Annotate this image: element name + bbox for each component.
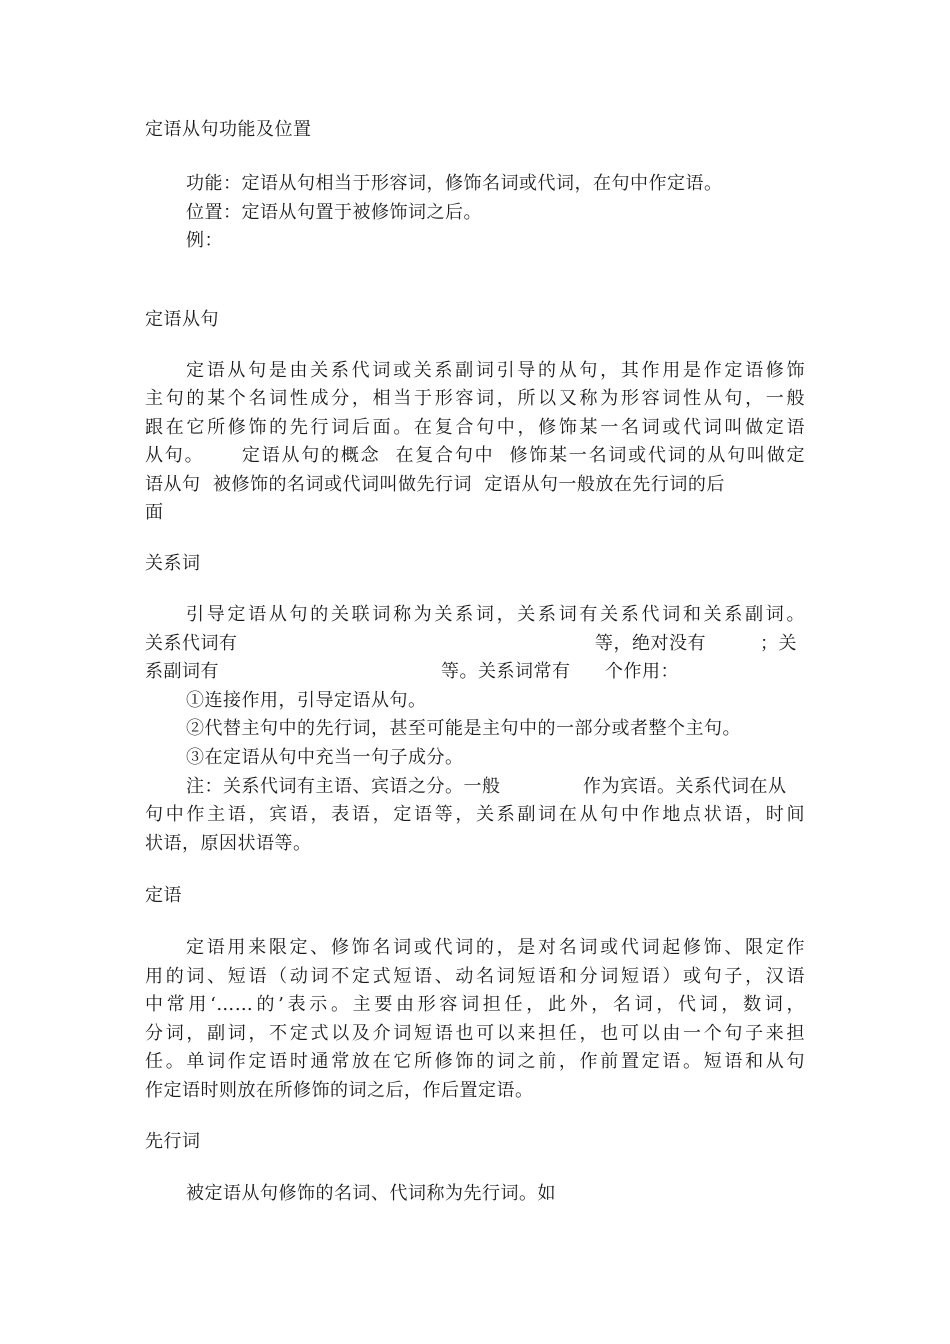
paragraph-line: 面 (145, 502, 164, 523)
paragraph-line: 语从句 被修饰的名词或代词叫做先行词 定语从句一般放在先行词的后 (145, 474, 725, 495)
paragraph-line: 状语，原因状语等。 (145, 833, 312, 854)
heading-attributive-clause: 定语从句 (145, 309, 219, 330)
note-start-text: 注：关系代词有主语、宾语之分。一般 (186, 776, 501, 797)
paragraph-line: 主句的某个名词性成分，相当于形容词，所以又称为形容词性从句，一般 (145, 388, 805, 409)
pronouns-end-text: ；关 (760, 633, 797, 654)
relative-words-intro: 引导定语从句的关联词称为关系词，关系词有关系代词和关系副词。 (186, 604, 805, 625)
paragraph-line: 用的词、短语（动词不定式短语、动名词短语和分词短语）或句子，汉语 (145, 966, 805, 987)
paragraph-line: 分词，副词，不定式以及介词短语也可以来担任，也可以由一个句子来担 (145, 1023, 805, 1044)
example-label: 例： (186, 230, 223, 251)
paragraph-line: 定语用来限定、修饰名词或代词的，是对名词或代词起修饰、限定作 (186, 937, 805, 958)
adverbs-start-text: 系副词有 (145, 661, 219, 682)
role-item: ②代替主句中的先行词，甚至可能是主句中的一部分或者整个主句。 (186, 718, 741, 739)
antecedent-definition-line: 被定语从句修饰的名词、代词称为先行词。如 (186, 1183, 556, 1204)
role-item: ③在定语从句中充当一句子成分。 (186, 747, 464, 768)
note-end-text: 作为宾语。关系代词在从 (583, 776, 787, 797)
paragraph-line: 定语从句是由关系代词或关系副词引导的从句，其作用是作定语修饰 (186, 360, 805, 381)
heading-attributive: 定语 (145, 885, 182, 906)
role-item: ①连接作用，引导定语从句。 (186, 690, 427, 711)
heading-antecedent: 先行词 (145, 1131, 201, 1152)
heading-clause-function-position: 定语从句功能及位置 (145, 119, 312, 140)
pronouns-start-text: 关系代词有 (145, 633, 238, 654)
position-line: 位置：定语从句置于被修饰词之后。 (186, 202, 482, 223)
paragraph-line: 从句。 定语从句的概念 在复合句中 修饰某一名词或代词的从句叫做定 (145, 445, 805, 466)
relative-adverbs-line (145, 661, 805, 683)
paragraph-line: 作定语时则放在所修饰的词之后，作后置定语。 (145, 1080, 534, 1101)
heading-relative-words: 关系词 (145, 553, 201, 574)
adverbs-end-text: 个作用： (605, 661, 679, 682)
adverbs-mid-text: 等。关系词常有 (441, 661, 571, 682)
relative-pronouns-line (145, 633, 805, 655)
pronouns-mid-text: 等，绝对没有 (595, 633, 706, 654)
paragraph-line: 任。单词作定语时通常放在它所修饰的词之前，作前置定语。短语和从句 (145, 1051, 805, 1072)
paragraph-line: 中常用‘……的’表示。主要由形容词担任，此外，名词，代词，数词， (145, 994, 805, 1015)
paragraph-line: 句中作主语，宾语，表语，定语等，关系副词在从句中作地点状语，时间 (145, 804, 805, 825)
note-line (186, 776, 805, 798)
function-line: 功能：定语从句相当于形容词，修饰名词或代词，在句中作定语。 (186, 173, 723, 194)
paragraph-line: 跟在它所修饰的先行词后面。在复合句中，修饰某一名词或代词叫做定语 (145, 417, 805, 438)
